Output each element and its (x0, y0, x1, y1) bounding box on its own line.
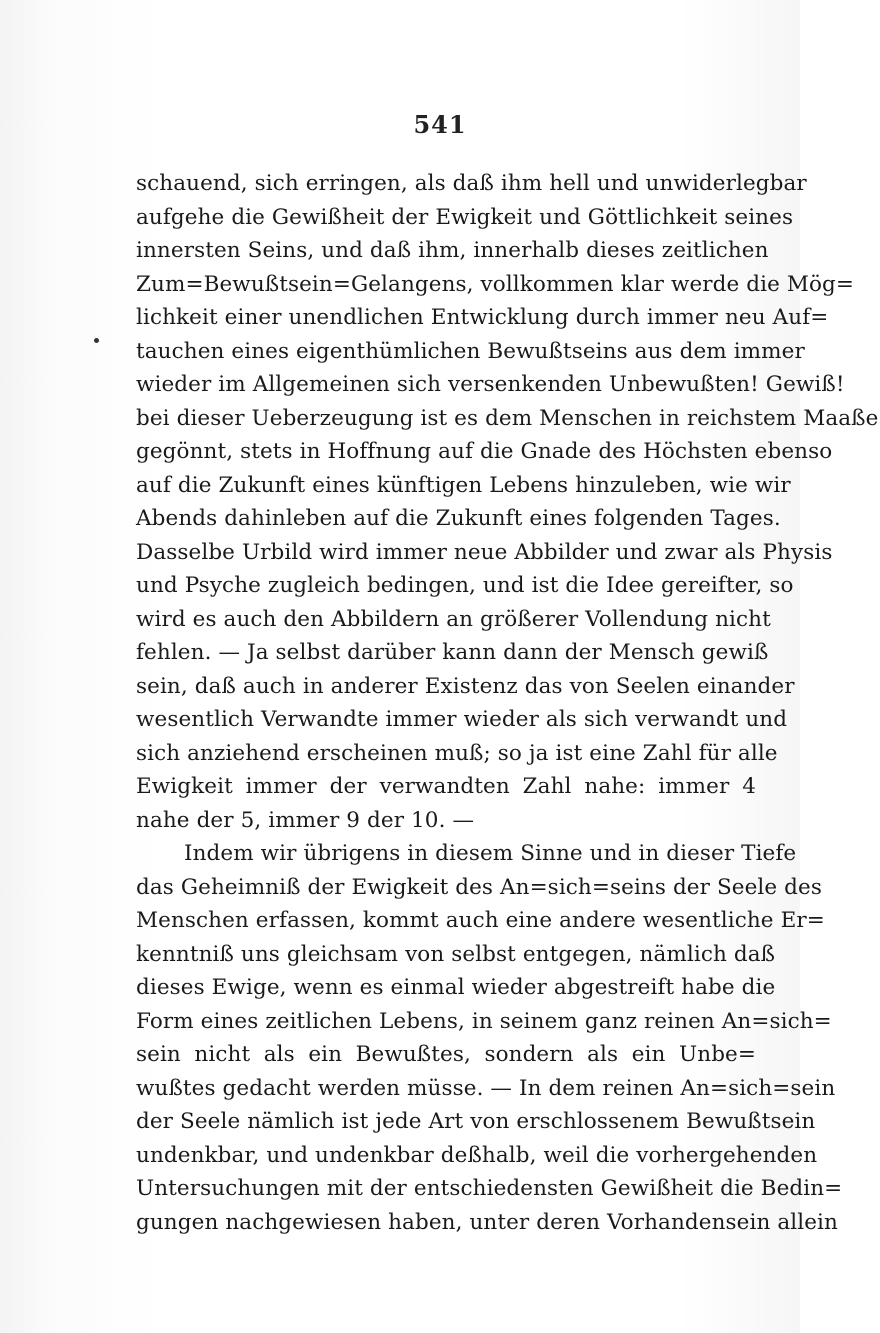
text-line: Dasselbe Urbild wird immer neue Abbilder und zwar als Physis (136, 539, 833, 565)
text-line: nahe der 5, immer 9 der 10. — (136, 807, 475, 833)
body-text (136, 167, 879, 1239)
text-line: bei dieser Ueberzeugung ist es dem Menschen in reichstem Maaße (136, 405, 879, 431)
text-line: gungen nachgewiesen haben, unter deren Vorhandensein allein (136, 1209, 838, 1235)
text-line: wußtes gedacht werden müsse. — In dem reinen An=sich=sein (136, 1075, 836, 1101)
text-line: dieses Ewige, wenn es einmal wieder abgestreift habe die (136, 975, 776, 1000)
page-number: 541 (413, 110, 467, 139)
text-line: gegönnt, stets in Hoffnung auf die Gnade des Höchsten ebenso (136, 439, 833, 464)
text-line: innersten Seins, und daß ihm, innerhalb dieses zeitlichen (136, 238, 769, 263)
text-line: schauend, sich erringen, als daß ihm hell und unwiderlegbar (136, 171, 807, 196)
text-line: das Geheimniß der Ewigkeit des An=sich=seins der Seele des (136, 874, 822, 900)
text-line: fehlen. — Ja selbst darüber kann dann der Mensch gewiß (136, 640, 769, 665)
text-line: kenntniß uns gleichsam von selbst entgegen, nämlich daß (136, 941, 776, 967)
text-line: Form eines zeitlichen Lebens, in seinem ganz reinen An=sich= (136, 1008, 832, 1034)
text-line: und Psyche zugleich bedingen, und ist die Idee gereifter, so (136, 573, 794, 598)
text-line: Zum=Bewußtsein=Gelangens, vollkommen klar werde die Mög= (136, 271, 855, 297)
text-line: sein, daß auch in anderer Existenz das von Seelen einander (136, 673, 795, 699)
text-line: sich anziehend erscheinen muß; so ja ist eine Zahl für alle (136, 740, 778, 766)
text-line: wesentlich Verwandte immer wieder als sich verwandt und (136, 707, 788, 732)
text-line: der Seele nämlich ist jede Art von erschlossenem Bewußtsein (136, 1109, 816, 1134)
text-line: tauchen eines eigenthümlichen Bewußtseins aus dem immer (136, 338, 805, 364)
text-line: Menschen erfassen, kommt auch eine andere wesentliche Er= (136, 908, 825, 933)
text-line: sein nicht als ein Bewußtes, sondern als ein Unbe= (136, 1042, 756, 1067)
text-line: aufgehe die Gewißheit der Ewigkeit und Göttlichkeit seines (136, 204, 794, 230)
text-line: Indem wir übrigens in diesem Sinne und in dieser Tiefe (184, 841, 797, 866)
text-line: Untersuchungen mit der entschiedensten Gewißheit die Bedin= (136, 1176, 843, 1201)
text-line: wieder im Allgemeinen sich versenkenden Unbewußten! Gewiß! (136, 372, 845, 397)
text-line: Ewigkeit immer der verwandten Zahl nahe: immer 4 (136, 774, 756, 799)
text-line: wird es auch den Abbildern an größerer Vollendung nicht (136, 606, 771, 632)
margin-mark (94, 338, 99, 343)
text-line: Abends dahinleben auf die Zukunft eines folgenden Tages. (136, 506, 781, 531)
text-line: auf die Zukunft eines künftigen Lebens hinzuleben, wie wir (136, 472, 791, 498)
text-line: undenkbar, und undenkbar deßhalb, weil die vorhergehenden (136, 1142, 818, 1168)
text-line: lichkeit einer unendlichen Entwicklung durch immer neu Auf= (136, 305, 829, 330)
